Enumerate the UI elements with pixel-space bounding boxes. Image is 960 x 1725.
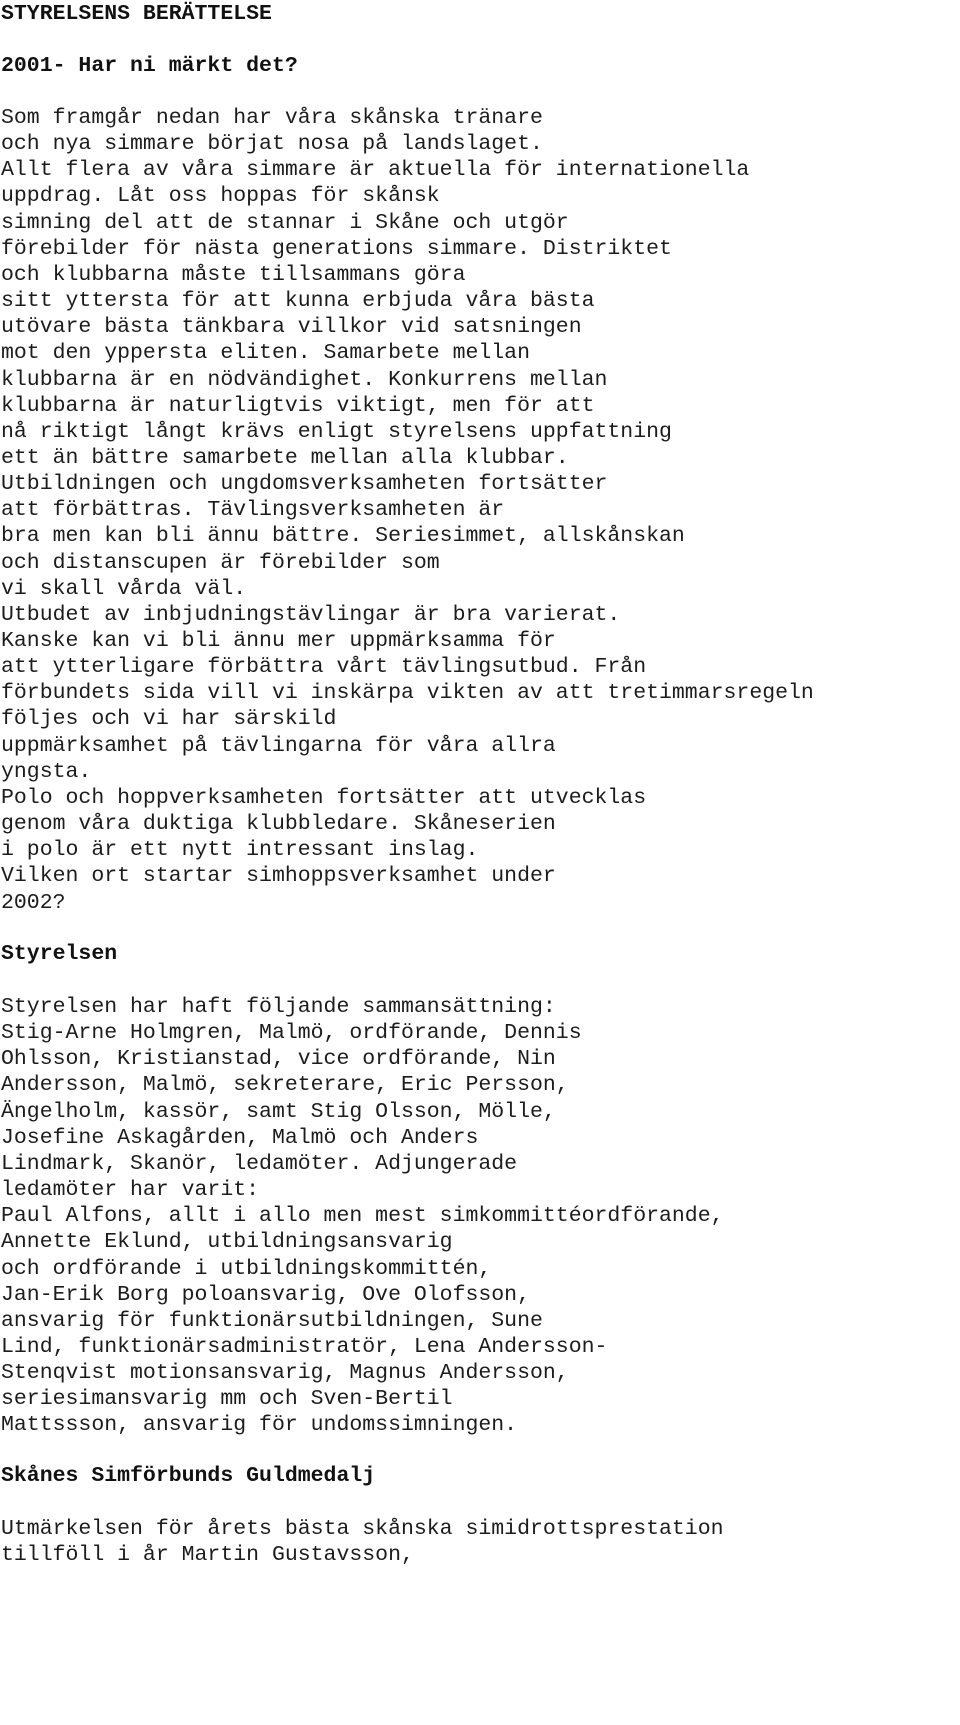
text-line: Ängelholm, kassör, samt Stig Olsson, Mölle, — [1, 1099, 556, 1124]
text-line: Styrelsen har haft följande sammansättning: — [1, 995, 556, 1019]
text-line: Annette Eklund, utbildningsansvarig — [1, 1230, 453, 1255]
text-line: yngsta. — [1, 759, 92, 784]
text-line: sitt yttersta för att kunna erbjuda våra bästa — [1, 289, 595, 314]
text-line: Mattssson, ansvarig för undomssimningen. — [1, 1413, 518, 1438]
text-line: Jan-Erik Borg poloansvarig, Ove Olofsson, — [1, 1282, 530, 1307]
text-line: Lindmark, Skanör, ledamöter. Adjungerade — [1, 1151, 518, 1176]
text-line: bra men kan bli ännu bättre. Seriesimmet, allskånskan — [1, 524, 685, 549]
text-line: i polo är ett nytt intressant inslag. — [1, 838, 479, 863]
text-line: nå riktigt långt krävs enligt styrelsens uppfattning — [1, 419, 672, 444]
text-line: förebilder för nästa generations simmare. Distriktet — [1, 236, 672, 261]
text-line: Utbildningen och ungdomsverksamheten fortsätter — [1, 472, 608, 497]
text-line: att förbättras. Tävlingsverksamheten är — [1, 498, 505, 523]
text-line: följes och vi har särskild — [1, 707, 337, 732]
text-line: Vilken ort startar simhoppsverksamhet under — [1, 864, 556, 889]
text-line: och nya simmare börjat nosa på landslaget. — [1, 132, 543, 157]
text-line: Allt flera av våra simmare är aktuella för internationella — [1, 158, 750, 183]
text-line: ledamöter har varit: — [1, 1178, 260, 1203]
text-line: uppdrag. Låt oss hoppas för skånsk — [1, 184, 440, 209]
text-line: 2002? — [1, 890, 66, 915]
text-line: Som framgår nedan har våra skånska tränare — [1, 106, 543, 130]
text-line: ansvarig för funktionärsutbildningen, Sune — [1, 1308, 543, 1333]
text-line: Paul Alfons, allt i allo men mest simkommittéordförande, — [1, 1204, 724, 1229]
text-line: att ytterligare förbättra vårt tävlingsutbud. Från — [1, 655, 647, 680]
text-line: genom våra duktiga klubbledare. Skåneserien — [1, 812, 556, 837]
section-heading-2001: 2001- Har ni märkt det? — [1, 54, 298, 78]
text-line: simning del att de stannar i Skåne och utgör — [1, 210, 569, 235]
text-line: mot den yppersta eliten. Samarbete mellan — [1, 341, 530, 366]
text-line: Kanske kan vi bli ännu mer uppmärksamma för — [1, 629, 556, 653]
text-line: Lind, funktionärsadministratör, Lena Andersson- — [1, 1334, 608, 1359]
text-line: vi skall vårda väl. — [1, 576, 247, 601]
text-line: tillföll i år Martin Gustavsson, — [1, 1543, 414, 1568]
section-heading-guldmedalj: Skånes Simförbunds Guldmedalj — [1, 1464, 376, 1488]
text-line: Utbudet av inbjudningstävlingar är bra varierat. — [1, 602, 621, 627]
text-line: utövare bästa tänkbara villkor vid satsningen — [1, 315, 582, 340]
document-title: STYRELSENS BERÄTTELSE — [1, 2, 272, 26]
text-line: ett än bättre samarbete mellan alla klubbar. — [1, 445, 569, 470]
text-line: Stenqvist motionsansvarig, Magnus Andersson, — [1, 1361, 569, 1386]
text-line: Andersson, Malmö, sekreterare, Eric Persson, — [1, 1073, 569, 1098]
text-line: och distanscupen är förebilder som — [1, 550, 440, 575]
text-line: förbundets sida vill vi inskärpa vikten av att tretimmarsregeln — [1, 681, 814, 706]
section-heading-styrelsen: Styrelsen — [1, 942, 118, 966]
text-line: Stig-Arne Holmgren, Malmö, ordförande, Dennis — [1, 1021, 582, 1046]
text-line: och ordförande i utbildningskommittén, — [1, 1256, 492, 1281]
text-line: klubbarna är naturligtvis viktigt, men för att — [1, 393, 595, 418]
text-line: Polo och hoppverksamheten fortsätter att utvecklas — [1, 785, 647, 810]
text-line: Josefine Askagården, Malmö och Anders — [1, 1125, 479, 1150]
text-line: seriesimansvarig mm och Sven-Bertil — [1, 1387, 453, 1412]
text-line: uppmärksamhet på tävlingarna för våra allra — [1, 733, 556, 758]
text-line: Utmärkelsen för årets bästa skånska simidrottsprestation — [1, 1517, 724, 1541]
text-line: klubbarna är en nödvändighet. Konkurrens mellan — [1, 367, 608, 392]
text-line: och klubbarna måste tillsammans göra — [1, 262, 466, 287]
text-line: Ohlsson, Kristianstad, vice ordförande, Nin — [1, 1047, 556, 1072]
